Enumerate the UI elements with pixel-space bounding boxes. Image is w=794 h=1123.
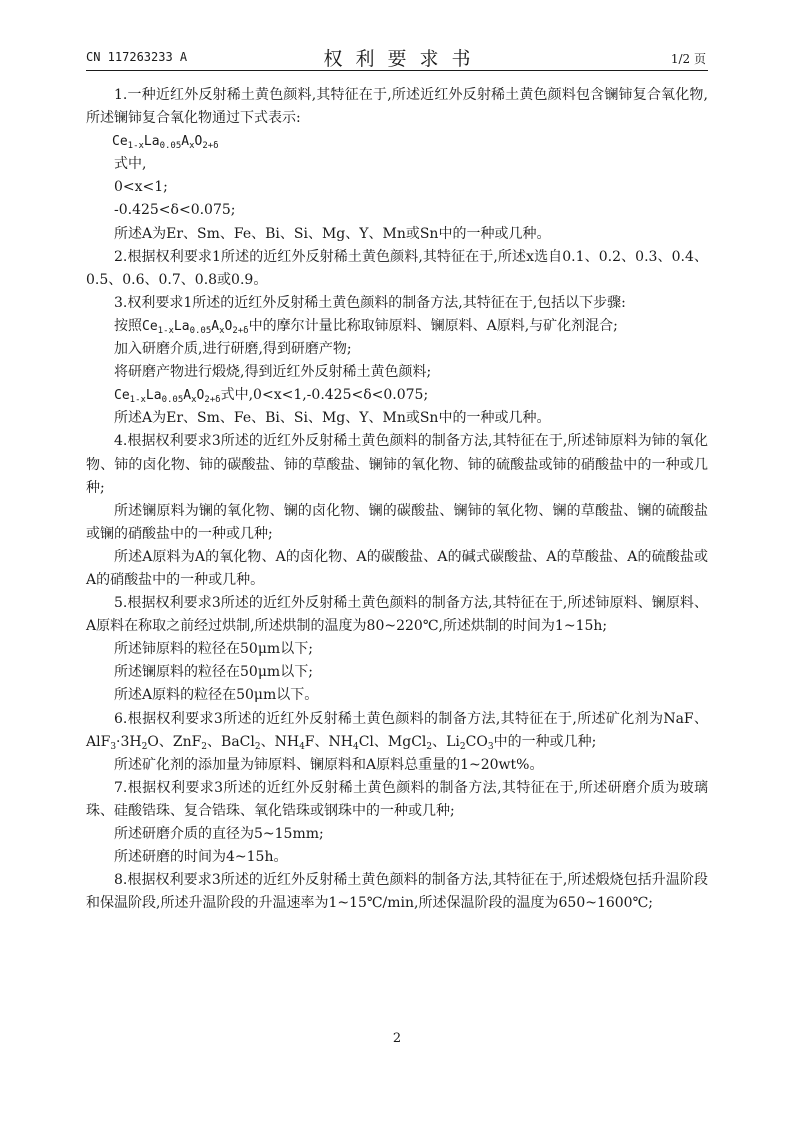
publication-number: CN 117263233 A (86, 50, 188, 64)
page-number: 2 (392, 1031, 402, 1046)
claim-4-lanthanum: 所述镧原料为镧的氧化物、镧的卤化物、镧的碳酸盐、镧铈的氧化物、镧的草酸盐、镧的硫酸盐或镧的硝酸盐中的一种或几种; (86, 502, 708, 542)
claim-4-cerium: 4.根据权利要求3所述的近红外反射稀土黄色颜料的制备方法,其特征在于,所述铈原料为铈的氧化物、铈的卤化物、铈的碳酸盐、铈的草酸盐、镧铈的氧化物、铈的硫酸盐或铈的硝酸盐中的一种或几种; (86, 433, 708, 496)
document-title: 权利要求书 (323, 48, 484, 70)
claim-5-lanthanum-size: 所述镧原料的粒径在50μm以下; (114, 664, 313, 681)
claim-7-time: 所述研磨的时间为4~15h。 (114, 849, 288, 866)
claim-3-step-3: 将研磨产物进行煅烧,得到近红外反射稀土黄色颜料; (114, 364, 432, 381)
claim-1-where: 式中, (114, 156, 147, 173)
claim-1-formula: $Ce_{1-x}La_{0.05}A_xO_{2+\delta}$ (112, 134, 219, 152)
claim-3-a-elements: 所述A为Er、Sm、Fe、Bi、Si、Mg、Y、Mn或Sn中的一种或几种。 (114, 410, 551, 427)
claim-1-delta-range: -0.425<δ<0.075; (114, 202, 236, 219)
claim-1-x-range: 0<x<1; (114, 179, 168, 196)
claim-4-a-material: 所述A原料为A的氧化物、A的卤化物、A的碳酸盐、A的碱式碳酸盐、A的草酸盐、A的硫酸盐或A的硝酸盐中的一种或几种。 (86, 548, 708, 588)
claim-5-cerium-size: 所述铈原料的粒径在50μm以下; (114, 641, 313, 658)
claim-5-intro: 5.根据权利要求3所述的近红外反射稀土黄色颜料的制备方法,其特征在于,所述铈原料、镧原料、A原料在称取之前经过烘制,所述烘制的温度为80~220℃,所述烘制的时间为1~15h; (86, 595, 708, 635)
claim-6-amount: 所述矿化剂的添加量为铈原料、镧原料和A原料总重量的1~20wt%。 (114, 756, 544, 773)
page-indicator: 1/2 页 (670, 52, 706, 66)
claim-3-step-2: 加入研磨介质,进行研磨,得到研磨产物; (114, 341, 352, 358)
claim-6-mineralizer: 6.根据权利要求3所述的近红外反射稀土黄色颜料的制备方法,其特征在于,所述矿化剂为NaF、$AlF_3\cdot 3H_2O$、ZnF$_2$、BaCl$_2$、$NH_4F$、$NH_4Cl$、MgCl$_2$、$Li_2CO_3$中的一种或几种; (86, 710, 708, 752)
claim-2: 2.根据权利要求1所述的近红外反射稀土黄色颜料,其特征在于,所述x选自0.1、0.2、0.3、0.4、0.5、0.6、0.7、0.8或0.9。 (86, 248, 708, 288)
claim-7-diameter: 所述研磨介质的直径为5~15mm; (114, 826, 324, 842)
claim-7-intro: 7.根据权利要求3所述的近红外反射稀土黄色颜料的制备方法,其特征在于,所述研磨介质为玻璃珠、硅酸锆珠、复合锆珠、氧化锆珠或钢珠中的一种或几种; (86, 779, 708, 819)
claim-3-formula: $Ce_{1-x}La_{0.05}A_xO_{2+\delta}$式中,0<x<1,-0.425<δ<0.075; (114, 387, 429, 406)
claim-1-a-elements: 所述A为Er、Sm、Fe、Bi、Si、Mg、Y、Mn或Sn中的一种或几种。 (114, 225, 551, 242)
header-divider (86, 70, 708, 71)
claims-body (86, 84, 708, 915)
claim-3-step-1: 按照$Ce_{1-x}La_{0.05}A_xO_{2+\delta}$中的摩尔计量比称取铈原料、镧原料、A原料,与矿化剂混合; (114, 317, 618, 336)
claim-5-a-size: 所述A原料的粒径在50μm以下。 (114, 687, 319, 704)
claim-8: 8.根据权利要求3所述的近红外反射稀土黄色颜料的制备方法,其特征在于,所述煅烧包括升温阶段和保温阶段,所述升温阶段的升温速率为1~15℃/min,所述保温阶段的温度为650~1600℃; (86, 872, 708, 912)
claim-1-intro: 1.一种近红外反射稀土黄色颜料,其特征在于,所述近红外反射稀土黄色颜料包含镧铈复合氧化物,所述镧铈复合氧化物通过下式表示: (86, 87, 708, 127)
claim-3-intro: 3.权利要求1所述的近红外反射稀土黄色颜料的制备方法,其特征在于,包括以下步骤: (114, 294, 626, 311)
